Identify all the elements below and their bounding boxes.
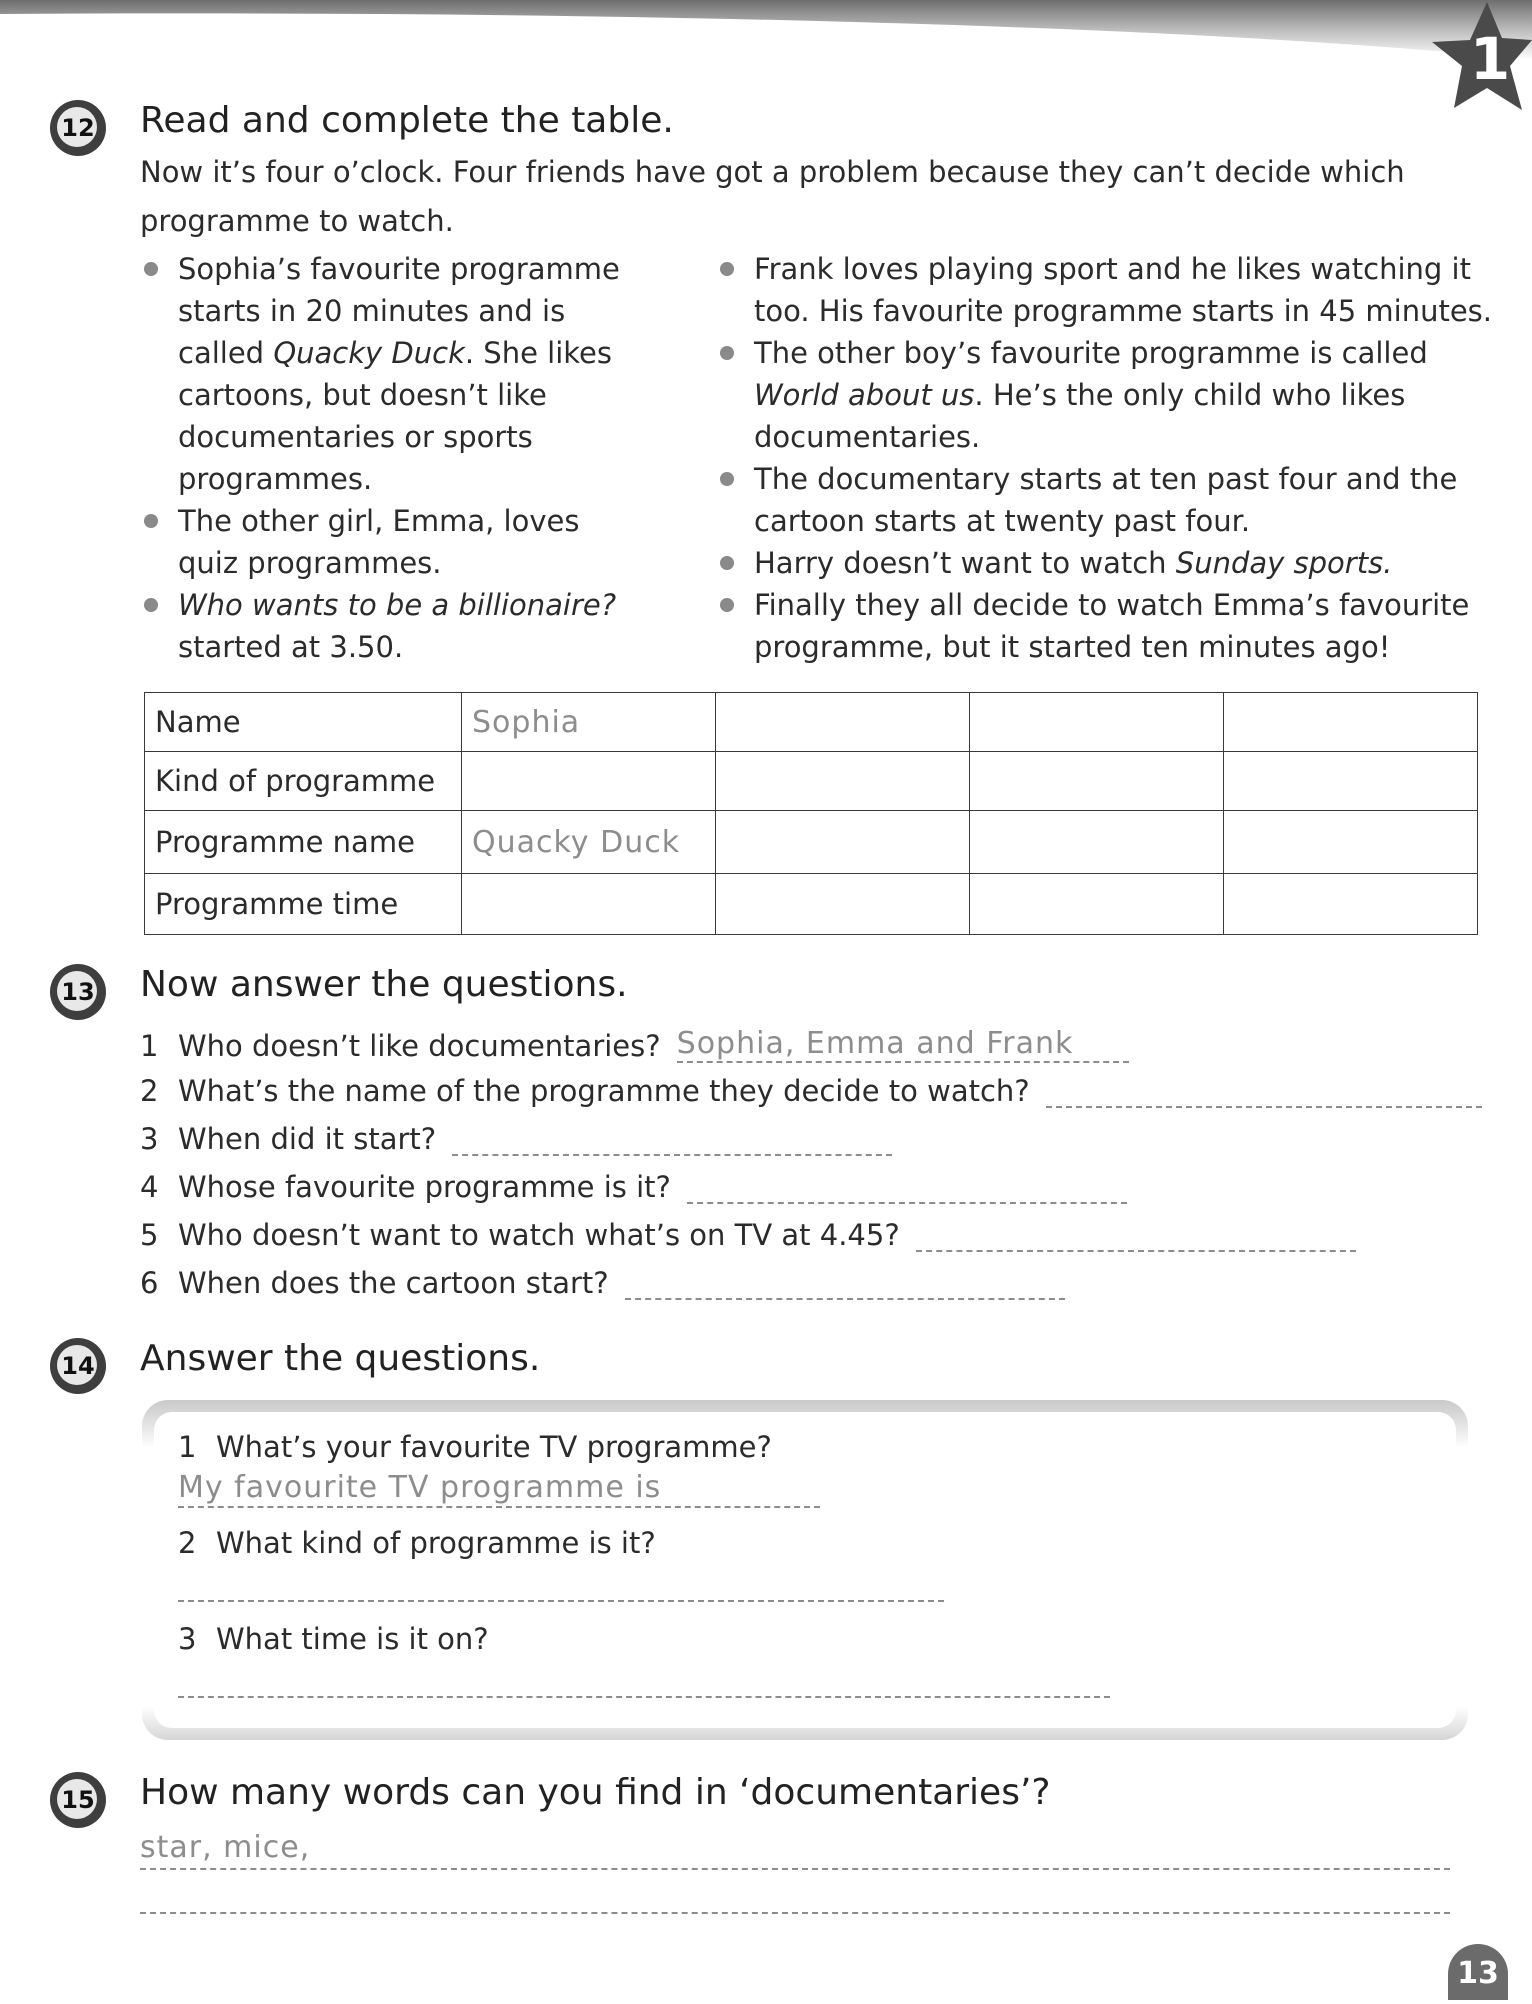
answer-field[interactable] bbox=[916, 1220, 1356, 1252]
row-label: Programme name bbox=[145, 811, 462, 874]
question-row: 4 Whose favourite programme is it? bbox=[140, 1170, 1127, 1204]
table-cell-input[interactable] bbox=[716, 693, 970, 752]
exercise-13-title: Now answer the questions. bbox=[140, 964, 628, 1005]
table-cell-input[interactable] bbox=[970, 811, 1224, 874]
clue-times: The documentary starts at ten past four and the cartoon starts at twenty past four. bbox=[716, 458, 1496, 542]
table-cell-input[interactable] bbox=[716, 811, 970, 874]
clue-emma: The other girl, Emma, loves quiz programmes. bbox=[140, 500, 660, 584]
answer-field-blank[interactable] bbox=[140, 1912, 1450, 1914]
left-clue-list bbox=[140, 248, 660, 668]
table-cell-input[interactable] bbox=[716, 874, 970, 935]
exercise-12-badge bbox=[48, 98, 108, 158]
answer-field[interactable] bbox=[452, 1124, 892, 1156]
table-cell-input[interactable] bbox=[970, 693, 1224, 752]
question-row: 2 What kind of programme is it? bbox=[178, 1526, 656, 1560]
row-label: Name bbox=[145, 693, 462, 752]
table-cell-input[interactable]: Sophia bbox=[462, 693, 716, 752]
clue-frank: Frank loves playing sport and he likes watching it too. His favourite programme starts in 45 minutes. bbox=[716, 248, 1496, 332]
question-row: 3 What time is it on? bbox=[178, 1622, 489, 1656]
row-label: Programme time bbox=[145, 874, 462, 935]
table-cell-input[interactable] bbox=[1224, 752, 1478, 811]
answer-field[interactable] bbox=[625, 1268, 1065, 1300]
exercise-14-title: Answer the questions. bbox=[140, 1338, 541, 1379]
unit-number-star bbox=[1382, 0, 1532, 140]
answer-field[interactable] bbox=[1046, 1076, 1482, 1108]
table-cell-input[interactable] bbox=[970, 752, 1224, 811]
exercise-15-badge bbox=[48, 1770, 108, 1830]
clue-final-decision: Finally they all decide to watch Emma’s favourite programme, but it started ten minutes ago! bbox=[716, 584, 1496, 668]
exercise-15-number: 15 bbox=[61, 1786, 95, 1814]
page-number: 13 bbox=[1448, 1944, 1508, 2000]
clue-billionaire: Who wants to be a billionaire? started at 3.50. bbox=[140, 584, 660, 668]
exercise-14-number: 14 bbox=[61, 1352, 95, 1380]
table-cell-input[interactable] bbox=[462, 752, 716, 811]
table-cell-input[interactable] bbox=[1224, 811, 1478, 874]
question-row: 2 What’s the name of the programme they decide to watch? bbox=[140, 1074, 1482, 1108]
answer-field[interactable]: star, mice, bbox=[140, 1830, 1450, 1870]
exercise-12-intro-line1: Now it’s four o’clock. Four friends have got a problem because they can’t decide which bbox=[140, 155, 1405, 189]
exercise-12-intro-line2: programme to watch. bbox=[140, 204, 454, 238]
table-cell-input[interactable] bbox=[716, 752, 970, 811]
table-row-time bbox=[145, 874, 1478, 935]
table-cell-input[interactable] bbox=[1224, 874, 1478, 935]
table-cell-input[interactable]: Quacky Duck bbox=[462, 811, 716, 874]
clue-other-boy: The other boy’s favourite programme is called World about us. He’s the only child who likes documentaries. bbox=[716, 332, 1496, 458]
question-row: 1 Who doesn’t like documentaries? Sophia, Emma and Frank bbox=[140, 1026, 1129, 1063]
exercise-13-number: 13 bbox=[61, 978, 95, 1006]
question-row: 1 What’s your favourite TV programme? bbox=[178, 1430, 772, 1464]
exercise-12-number: 12 bbox=[61, 114, 95, 142]
exercise-15-title: How many words can you find in ‘documentaries’? bbox=[140, 1772, 1051, 1813]
question-row: 6 When does the cartoon start? bbox=[140, 1266, 1065, 1300]
question-row: 3 When did it start? bbox=[140, 1122, 892, 1156]
answer-field[interactable]: Sophia, Emma and Frank bbox=[677, 1026, 1130, 1063]
table-cell-input[interactable] bbox=[1224, 693, 1478, 752]
right-clue-list bbox=[716, 248, 1496, 668]
top-banner-decoration bbox=[0, 0, 1532, 70]
answer-field[interactable] bbox=[687, 1172, 1127, 1204]
table-row-name bbox=[145, 693, 1478, 752]
unit-number: 1 bbox=[1469, 25, 1511, 93]
clue-sophia: Sophia’s favourite programme starts in 20 minutes and is called Quacky Duck. She likes cartoons, but doesn’t like documentaries or sports programmes. bbox=[140, 248, 660, 500]
table-cell-input[interactable] bbox=[462, 874, 716, 935]
exercise-13-badge bbox=[48, 962, 108, 1022]
table-row-programme-name bbox=[145, 811, 1478, 874]
answer-field[interactable] bbox=[178, 1660, 1110, 1698]
question-row: 5 Who doesn’t want to watch what’s on TV at 4.45? bbox=[140, 1218, 1356, 1252]
answer-field[interactable]: My favourite TV programme is bbox=[178, 1470, 820, 1508]
answer-field[interactable] bbox=[178, 1564, 944, 1602]
table-row-kind bbox=[145, 752, 1478, 811]
programme-table bbox=[144, 692, 1478, 935]
table-cell-input[interactable] bbox=[970, 874, 1224, 935]
clue-harry: Harry doesn’t want to watch Sunday sports. bbox=[716, 542, 1496, 584]
exercise-14-badge bbox=[48, 1336, 108, 1396]
exercise-12-title: Read and complete the table. bbox=[140, 100, 674, 141]
row-label: Kind of programme bbox=[145, 752, 462, 811]
